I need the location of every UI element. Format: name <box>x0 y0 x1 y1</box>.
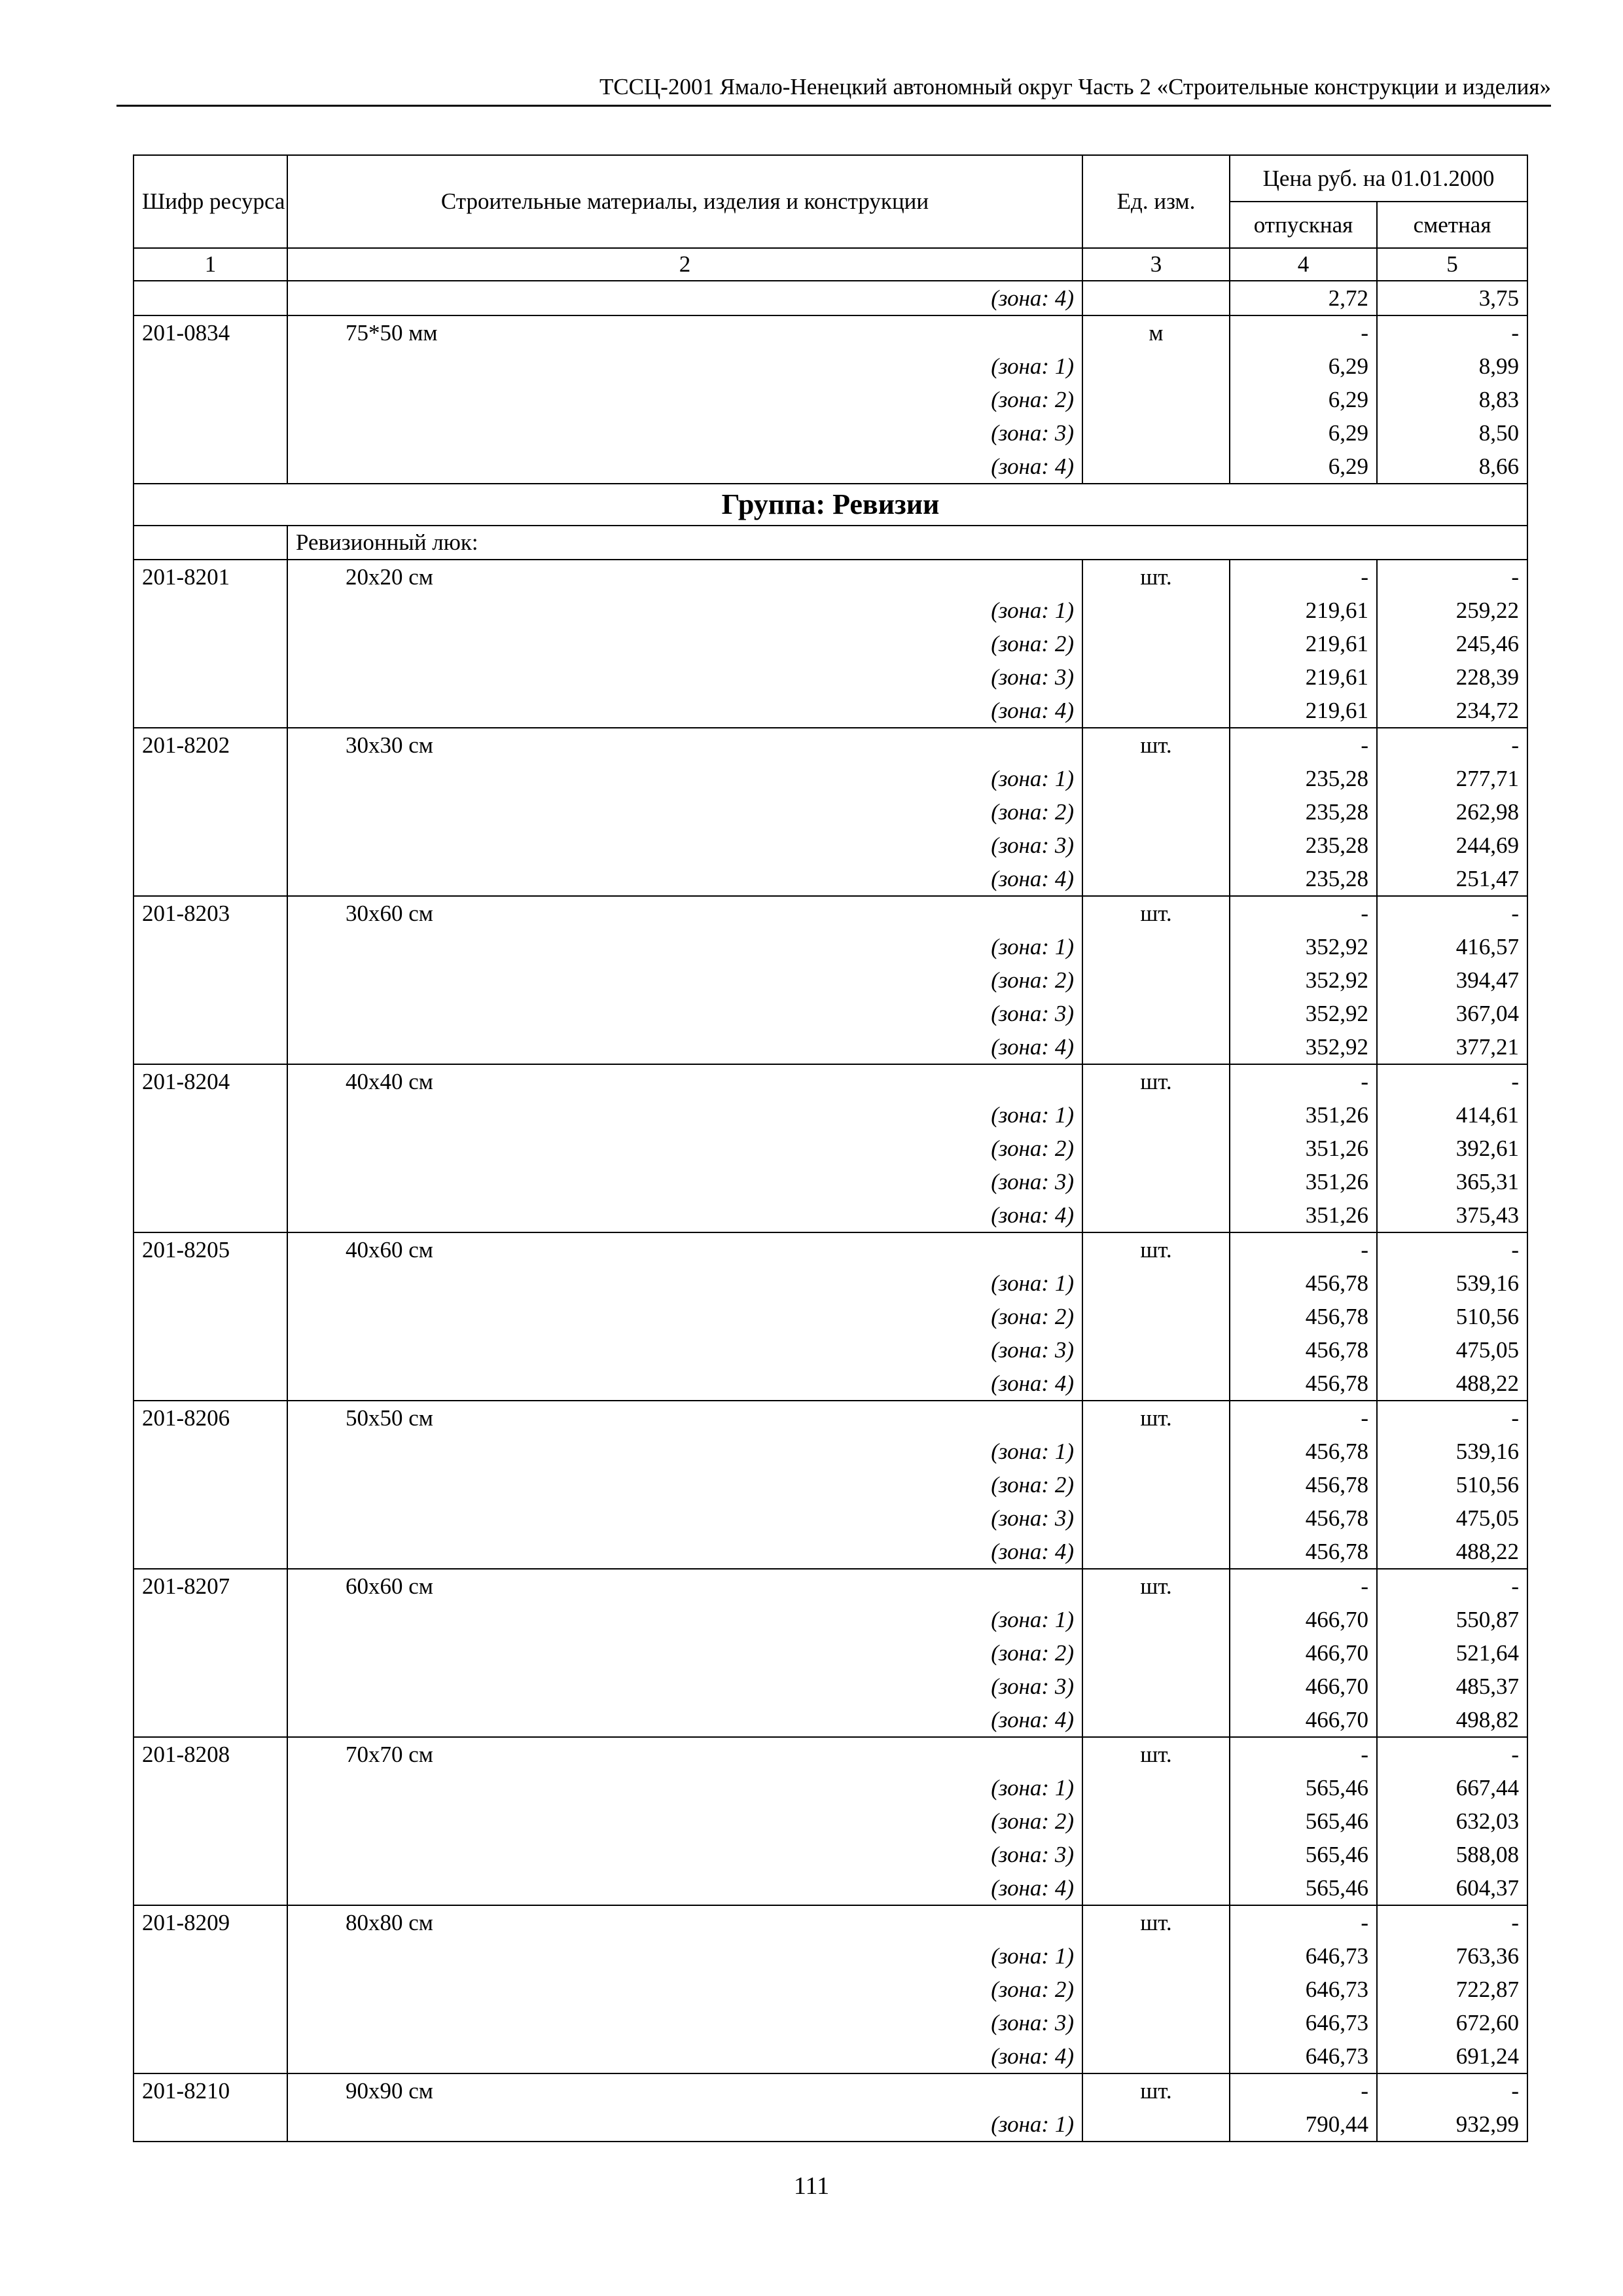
estimate-price: 588,08 <box>1377 1838 1527 1871</box>
estimate-price: 763,36 <box>1377 1939 1527 1973</box>
unit: шт. <box>1082 728 1230 762</box>
release-price: 2,72 <box>1230 281 1377 315</box>
zone-label: (зона: 3) <box>287 660 1082 694</box>
zone-label: (зона: 1) <box>287 2108 1082 2142</box>
estimate-price: 365,31 <box>1377 1165 1527 1198</box>
zone-label: (зона: 4) <box>287 862 1082 896</box>
release-price: 219,61 <box>1230 660 1377 694</box>
resource-code: 201-8202 <box>134 728 287 762</box>
release-price: 456,78 <box>1230 1435 1377 1468</box>
column-header-estimate: сметная <box>1377 202 1527 248</box>
estimate-price: 277,71 <box>1377 762 1527 795</box>
column-header-unit: Ед. изм. <box>1082 155 1230 248</box>
release-price: 646,73 <box>1230 1939 1377 1973</box>
resource-code: 201-8204 <box>134 1064 287 1098</box>
unit: шт. <box>1082 1569 1230 1603</box>
item-name: 20х20 см <box>287 560 1082 594</box>
table-row <box>134 1232 1527 1266</box>
group-row <box>134 484 1527 526</box>
column-number: 5 <box>1377 248 1527 281</box>
zone-label: (зона: 4) <box>287 1871 1082 1905</box>
table-row <box>134 1737 1527 1771</box>
item-name: 40х60 см <box>287 1232 1082 1266</box>
estimate-price: 485,37 <box>1377 1670 1527 1703</box>
estimate-price: 8,99 <box>1377 350 1527 383</box>
estimate-price: 259,22 <box>1377 594 1527 627</box>
zone-label: (зона: 4) <box>287 1367 1082 1401</box>
table-row <box>134 1333 1527 1367</box>
zone-label: (зона: 1) <box>287 594 1082 627</box>
zone-label: (зона: 4) <box>287 1030 1082 1064</box>
table-row <box>134 1939 1527 1973</box>
zone-label: (зона: 1) <box>287 1435 1082 1468</box>
zone-label: (зона: 2) <box>287 963 1082 997</box>
release-price: 6,29 <box>1230 350 1377 383</box>
resource-code: 201-8208 <box>134 1737 287 1771</box>
table-row <box>134 1804 1527 1838</box>
zone-label: (зона: 4) <box>287 694 1082 728</box>
zone-label: (зона: 1) <box>287 1098 1082 1132</box>
item-block <box>134 560 1527 728</box>
zone-label: (зона: 4) <box>287 2039 1082 2073</box>
release-price: 235,28 <box>1230 795 1377 829</box>
table-row <box>134 660 1527 694</box>
table-row <box>134 1468 1527 1501</box>
table-row <box>134 2006 1527 2039</box>
table-row <box>134 1703 1527 1737</box>
release-price: 456,78 <box>1230 1501 1377 1535</box>
table-head <box>134 155 1527 281</box>
estimate-price: 394,47 <box>1377 963 1527 997</box>
resource-code: 201-8210 <box>134 2073 287 2108</box>
release-price: 219,61 <box>1230 694 1377 728</box>
release-price: 351,26 <box>1230 1132 1377 1165</box>
zone-label: (зона: 3) <box>287 1838 1082 1871</box>
release-price: 565,46 <box>1230 1838 1377 1871</box>
estimate-price: - <box>1377 1401 1527 1435</box>
estimate-price: 8,50 <box>1377 416 1527 450</box>
estimate-price: 367,04 <box>1377 997 1527 1030</box>
table-row <box>134 1603 1527 1636</box>
table-row <box>134 1501 1527 1535</box>
estimate-price: - <box>1377 896 1527 930</box>
page-number: 111 <box>793 2172 830 2200</box>
release-price: 790,44 <box>1230 2108 1377 2142</box>
release-price: - <box>1230 896 1377 930</box>
table-row <box>134 2108 1527 2142</box>
table-row <box>134 728 1527 762</box>
item-block <box>134 1737 1527 1905</box>
release-price: 456,78 <box>1230 1333 1377 1367</box>
release-price: 352,92 <box>1230 1030 1377 1064</box>
table-row <box>134 1132 1527 1165</box>
zone-label: (зона: 4) <box>287 1703 1082 1737</box>
table-row <box>134 2073 1527 2108</box>
table-row <box>134 829 1527 862</box>
zone-label: (зона: 2) <box>287 795 1082 829</box>
estimate-price: 475,05 <box>1377 1333 1527 1367</box>
estimate-price: 414,61 <box>1377 1098 1527 1132</box>
table-row <box>134 997 1527 1030</box>
estimate-price: 632,03 <box>1377 1804 1527 1838</box>
release-price: 466,70 <box>1230 1603 1377 1636</box>
zone-label: (зона: 4) <box>287 281 1082 315</box>
estimate-price: 392,61 <box>1377 1132 1527 1165</box>
release-price: 235,28 <box>1230 829 1377 862</box>
release-price: - <box>1230 2073 1377 2108</box>
release-price: 6,29 <box>1230 416 1377 450</box>
release-price: 646,73 <box>1230 1973 1377 2006</box>
estimate-price: - <box>1377 315 1527 350</box>
estimate-price: 539,16 <box>1377 1435 1527 1468</box>
item-block <box>134 1905 1527 2073</box>
item-name: 80х80 см <box>287 1905 1082 1939</box>
estimate-price: 228,39 <box>1377 660 1527 694</box>
unit: шт. <box>1082 1064 1230 1098</box>
release-price: 6,29 <box>1230 450 1377 484</box>
release-price: 219,61 <box>1230 627 1377 660</box>
unit: шт. <box>1082 1232 1230 1266</box>
estimate-price: 672,60 <box>1377 2006 1527 2039</box>
release-price: 456,78 <box>1230 1367 1377 1401</box>
estimate-price: 488,22 <box>1377 1367 1527 1401</box>
estimate-price: 245,46 <box>1377 627 1527 660</box>
table-row <box>134 1871 1527 1905</box>
item-block <box>134 896 1527 1064</box>
item-name: 30х60 см <box>287 896 1082 930</box>
column-header-release: отпускная <box>1230 202 1377 248</box>
table-row <box>134 1569 1527 1603</box>
table-row <box>134 1030 1527 1064</box>
zone-label: (зона: 3) <box>287 1165 1082 1198</box>
page-header: ТССЦ-2001 Ямало-Ненецкий автономный округ Часть 2 «Строительные конструкции и изделия» <box>599 74 1551 99</box>
table-row <box>134 1435 1527 1468</box>
release-price: - <box>1230 1401 1377 1435</box>
release-price: 466,70 <box>1230 1636 1377 1670</box>
table-row <box>134 1636 1527 1670</box>
release-price: 456,78 <box>1230 1535 1377 1569</box>
table-row <box>134 1771 1527 1804</box>
item-name: 90х90 см <box>287 2073 1082 2108</box>
estimate-price: 377,21 <box>1377 1030 1527 1064</box>
zone-label: (зона: 2) <box>287 627 1082 660</box>
unit: шт. <box>1082 1737 1230 1771</box>
zone-label: (зона: 1) <box>287 1603 1082 1636</box>
table-row <box>134 627 1527 660</box>
table-row <box>134 281 1527 315</box>
release-price: - <box>1230 1905 1377 1939</box>
estimate-price: 691,24 <box>1377 2039 1527 2073</box>
release-price: 466,70 <box>1230 1670 1377 1703</box>
estimate-price: - <box>1377 560 1527 594</box>
estimate-price: 251,47 <box>1377 862 1527 896</box>
item-name: 30х30 см <box>287 728 1082 762</box>
estimate-price: - <box>1377 1905 1527 1939</box>
table-row <box>134 1535 1527 1569</box>
release-price: 456,78 <box>1230 1266 1377 1300</box>
estimate-price: 244,69 <box>1377 829 1527 862</box>
estimate-price: - <box>1377 1569 1527 1603</box>
release-price: 352,92 <box>1230 963 1377 997</box>
zone-label: (зона: 1) <box>287 350 1082 383</box>
estimate-price: 8,66 <box>1377 450 1527 484</box>
zone-label: (зона: 3) <box>287 2006 1082 2039</box>
estimate-price: 262,98 <box>1377 795 1527 829</box>
zone-label: (зона: 2) <box>287 1468 1082 1501</box>
estimate-price: 8,83 <box>1377 383 1527 416</box>
table-row <box>134 560 1527 594</box>
unit: шт. <box>1082 896 1230 930</box>
resource-code: 201-8201 <box>134 560 287 594</box>
item-block <box>134 1401 1527 1569</box>
zone-label: (зона: 1) <box>287 1771 1082 1804</box>
estimate-price: - <box>1377 1232 1527 1266</box>
table-row <box>134 1905 1527 1939</box>
table-row <box>134 694 1527 728</box>
release-price: - <box>1230 1232 1377 1266</box>
release-price: - <box>1230 315 1377 350</box>
estimate-price: 488,22 <box>1377 1535 1527 1569</box>
table-row <box>134 896 1527 930</box>
unit: шт. <box>1082 1401 1230 1435</box>
column-number: 1 <box>134 248 287 281</box>
zone-label: (зона: 1) <box>287 930 1082 963</box>
release-price: 352,92 <box>1230 997 1377 1030</box>
estimate-price: 604,37 <box>1377 1871 1527 1905</box>
release-price: - <box>1230 1569 1377 1603</box>
continuation-block <box>134 281 1527 315</box>
column-header-name: Строительные материалы, изделия и конструкции <box>287 155 1082 248</box>
zone-label: (зона: 1) <box>287 1266 1082 1300</box>
release-price: 466,70 <box>1230 1703 1377 1737</box>
zone-label: (зона: 1) <box>287 1939 1082 1973</box>
release-price: 6,29 <box>1230 383 1377 416</box>
unit: шт. <box>1082 2073 1230 2108</box>
zone-label: (зона: 2) <box>287 383 1082 416</box>
column-number: 2 <box>287 248 1082 281</box>
table-row <box>134 350 1527 383</box>
item-block <box>134 1569 1527 1737</box>
release-price: - <box>1230 728 1377 762</box>
table-row <box>134 1064 1527 1098</box>
table-row <box>134 1098 1527 1132</box>
item-block <box>134 728 1527 896</box>
estimate-price: - <box>1377 1737 1527 1771</box>
estimate-price: - <box>1377 728 1527 762</box>
resource-code: 201-8207 <box>134 1569 287 1603</box>
estimate-price: 539,16 <box>1377 1266 1527 1300</box>
table-row <box>134 963 1527 997</box>
resource-code: 201-8203 <box>134 896 287 930</box>
zone-label: (зона: 4) <box>287 1198 1082 1232</box>
table-row <box>134 416 1527 450</box>
release-price: 351,26 <box>1230 1198 1377 1232</box>
table-row <box>134 315 1527 350</box>
release-price: 235,28 <box>1230 762 1377 795</box>
release-price: 235,28 <box>1230 862 1377 896</box>
table-row <box>134 862 1527 896</box>
estimate-price: 667,44 <box>1377 1771 1527 1804</box>
zone-label: (зона: 2) <box>287 1804 1082 1838</box>
estimate-price: - <box>1377 2073 1527 2108</box>
zone-label: (зона: 2) <box>287 1636 1082 1670</box>
estimate-price: 521,64 <box>1377 1636 1527 1670</box>
table-row <box>134 1266 1527 1300</box>
item-block <box>134 2073 1527 2142</box>
table-row <box>134 594 1527 627</box>
item-block <box>134 315 1527 484</box>
resource-code: 201-8205 <box>134 1232 287 1266</box>
release-price: - <box>1230 1064 1377 1098</box>
zone-label: (зона: 3) <box>287 1501 1082 1535</box>
zone-label: (зона: 3) <box>287 416 1082 450</box>
release-price: 565,46 <box>1230 1804 1377 1838</box>
table-row <box>134 383 1527 416</box>
table-row <box>134 1838 1527 1871</box>
zone-label: (зона: 2) <box>287 1300 1082 1333</box>
item-block <box>134 1064 1527 1232</box>
table-row <box>134 930 1527 963</box>
price-table <box>133 154 1528 2142</box>
estimate-price: 375,43 <box>1377 1198 1527 1232</box>
item-block <box>134 1232 1527 1401</box>
table-row <box>134 1300 1527 1333</box>
estimate-price: 550,87 <box>1377 1603 1527 1636</box>
table-row <box>134 1401 1527 1435</box>
zone-label: (зона: 3) <box>287 1333 1082 1367</box>
column-number: 4 <box>1230 248 1377 281</box>
release-price: 456,78 <box>1230 1468 1377 1501</box>
release-price: 456,78 <box>1230 1300 1377 1333</box>
item-name: 40х40 см <box>287 1064 1082 1098</box>
estimate-price: 498,82 <box>1377 1703 1527 1737</box>
table-row <box>134 1670 1527 1703</box>
estimate-price: 3,75 <box>1377 281 1527 315</box>
unit: м <box>1082 315 1230 350</box>
release-price: - <box>1230 1737 1377 1771</box>
estimate-price: 932,99 <box>1377 2108 1527 2142</box>
release-price: 646,73 <box>1230 2039 1377 2073</box>
unit: шт. <box>1082 1905 1230 1939</box>
zone-label: (зона: 1) <box>287 762 1082 795</box>
item-name: 60х60 см <box>287 1569 1082 1603</box>
table-row <box>134 1367 1527 1401</box>
column-header-price: Цена руб. на 01.01.2000 <box>1230 155 1527 202</box>
zone-label: (зона: 4) <box>287 1535 1082 1569</box>
zone-label: (зона: 2) <box>287 1132 1082 1165</box>
estimate-price: 510,56 <box>1377 1468 1527 1501</box>
table-row <box>134 795 1527 829</box>
release-price: - <box>1230 560 1377 594</box>
estimate-price: 416,57 <box>1377 930 1527 963</box>
resource-code: 201-8206 <box>134 1401 287 1435</box>
resource-code: 201-8209 <box>134 1905 287 1939</box>
item-name: 70х70 см <box>287 1737 1082 1771</box>
zone-label: (зона: 3) <box>287 1670 1082 1703</box>
subgroup-title: Ревизионный люк: <box>287 526 1527 560</box>
table-row <box>134 1198 1527 1232</box>
estimate-price: - <box>1377 1064 1527 1098</box>
item-name: 50х50 см <box>287 1401 1082 1435</box>
group-title: Группа: Ревизии <box>134 484 1527 526</box>
release-price: 351,26 <box>1230 1165 1377 1198</box>
release-price: 219,61 <box>1230 594 1377 627</box>
subgroup-row <box>134 526 1527 560</box>
release-price: 351,26 <box>1230 1098 1377 1132</box>
estimate-price: 510,56 <box>1377 1300 1527 1333</box>
estimate-price: 234,72 <box>1377 694 1527 728</box>
table-row <box>134 450 1527 484</box>
column-header-code: Шифр ресурса <box>134 155 287 248</box>
unit: шт. <box>1082 560 1230 594</box>
table-row <box>134 1165 1527 1198</box>
table-row <box>134 2039 1527 2073</box>
table-row <box>134 762 1527 795</box>
zone-label: (зона: 3) <box>287 997 1082 1030</box>
resource-code: 201-0834 <box>134 315 287 350</box>
zone-label: (зона: 4) <box>287 450 1082 484</box>
zone-label: (зона: 3) <box>287 829 1082 862</box>
release-price: 565,46 <box>1230 1871 1377 1905</box>
estimate-price: 475,05 <box>1377 1501 1527 1535</box>
release-price: 646,73 <box>1230 2006 1377 2039</box>
item-name: 75*50 мм <box>287 315 1082 350</box>
column-number: 3 <box>1082 248 1230 281</box>
zone-label: (зона: 2) <box>287 1973 1082 2006</box>
estimate-price: 722,87 <box>1377 1973 1527 2006</box>
group-block <box>134 484 1527 560</box>
header-divider <box>116 105 1551 107</box>
release-price: 352,92 <box>1230 930 1377 963</box>
release-price: 565,46 <box>1230 1771 1377 1804</box>
table-row <box>134 1973 1527 2006</box>
